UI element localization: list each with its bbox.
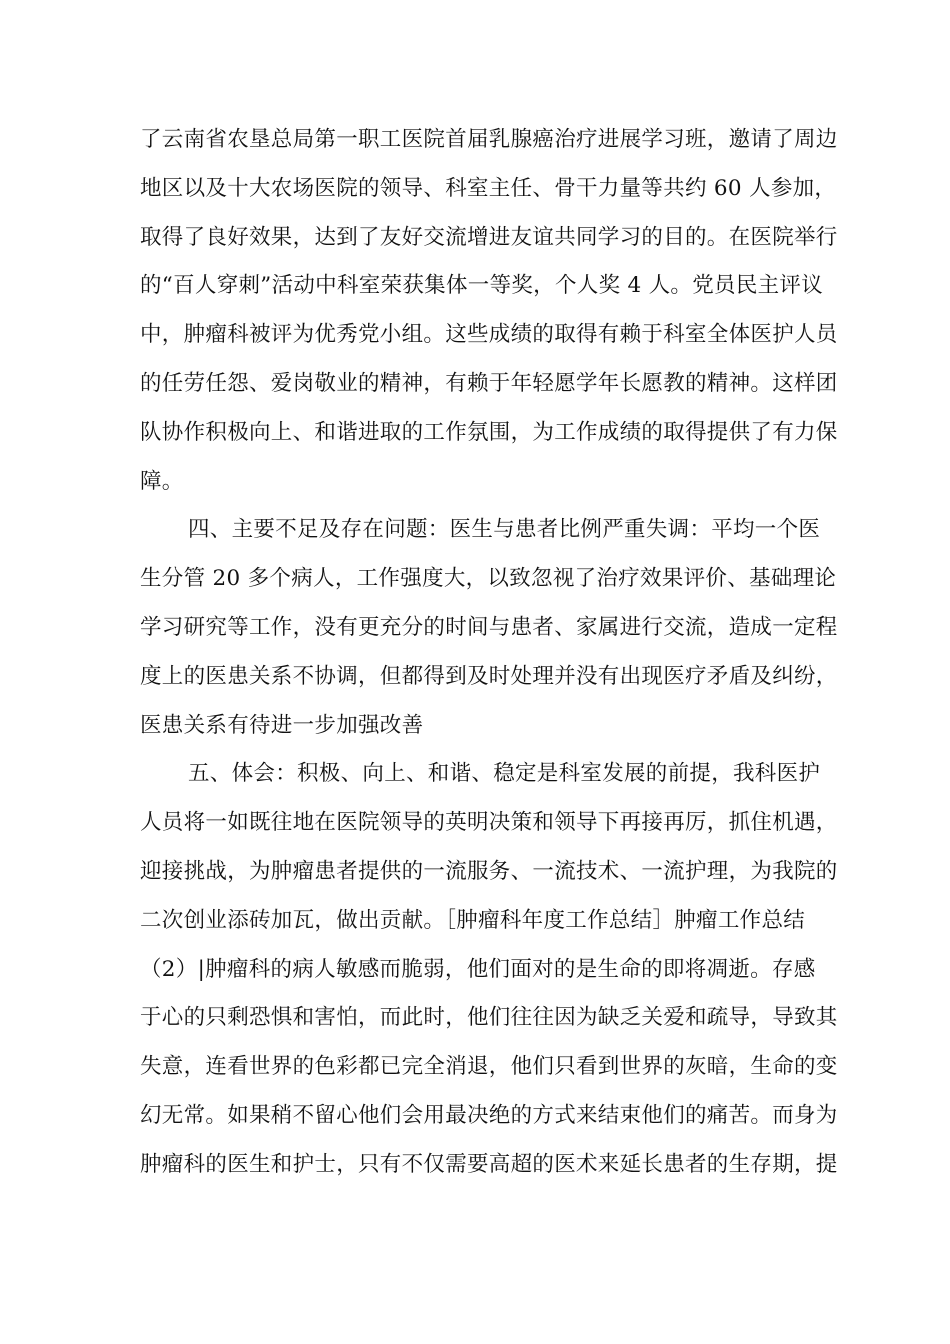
text-line: 迎接挑战，为肿瘤患者提供的一流服务、一流技术、一流护理，为我院的 xyxy=(140,858,838,884)
text-line: 地区以及十大农场医院的领导、科室主任、骨干力量等共约 60 人参加， xyxy=(140,175,837,201)
text-line: 于心的只剩恐惧和害怕，而此时，他们往往因为缺乏关爱和疏导，导致其 xyxy=(140,1005,838,1031)
text-line: 肿瘤科的医生和护士，只有不仅需要高超的医术来延长患者的生存期，提 xyxy=(140,1151,838,1177)
text-line: 二次创业添砖加瓦，做出贡献。［肿瘤科年度工作总结］肿瘤工作总结 xyxy=(140,907,806,933)
text-line: 中，肿瘤科被评为优秀党小组。这些成绩的取得有赖于科室全体医护人员 xyxy=(140,322,838,348)
text-line: 生分管 20 多个病人，工作强度大，以致忽视了治疗效果评价、基础理论 xyxy=(140,566,837,592)
text-line: 障。 xyxy=(140,468,184,494)
text-line: （2）|肿瘤科的病人敏感而脆弱，他们面对的是生命的即将凋逝。存感 xyxy=(140,956,816,982)
text-line: 度上的医患关系不协调，但都得到及时处理并没有出现医疗矛盾及纠纷， xyxy=(140,663,838,689)
document-body xyxy=(140,116,838,1190)
text-line: 了云南省农垦总局第一职工医院首届乳腺癌治疗进展学习班，邀请了周边 xyxy=(140,127,838,152)
text-line: 学习研究等工作，没有更充分的时间与患者、家属进行交流，造成一定程 xyxy=(140,614,838,640)
text-line: 取得了良好效果，达到了友好交流增进友谊共同学习的目的。在医院举行 xyxy=(140,224,838,250)
text-line: 的任劳任怨、爱岗敬业的精神，有赖于年轻愿学年长愿教的精神。这样团 xyxy=(140,370,838,396)
text-line: 幻无常。如果稍不留心他们会用最决绝的方式来结束他们的痛苦。而身为 xyxy=(140,1102,838,1128)
text-line: 队协作积极向上、和谐进取的工作氛围，为工作成绩的取得提供了有力保 xyxy=(140,419,838,445)
section-four-heading-line: 四、主要不足及存在问题：医生与患者比例严重失调：平均一个医 xyxy=(188,517,821,543)
text-line: 人员将一如既往地在医院领导的英明决策和领导下再接再厉，抓住机遇， xyxy=(140,810,838,836)
text-line: 失意，连看世界的色彩都已完全消退，他们只看到世界的灰暗，生命的变 xyxy=(140,1054,838,1080)
section-five-heading-line: 五、体会：积极、向上、和谐、稳定是科室发展的前提，我科医护 xyxy=(188,761,821,787)
text-line: 医患关系有待进一步加强改善 xyxy=(140,712,424,738)
text-line: 的“百人穿刺”活动中科室荣获集体一等奖，个人奖 4 人。党员民主评议 xyxy=(140,273,824,299)
